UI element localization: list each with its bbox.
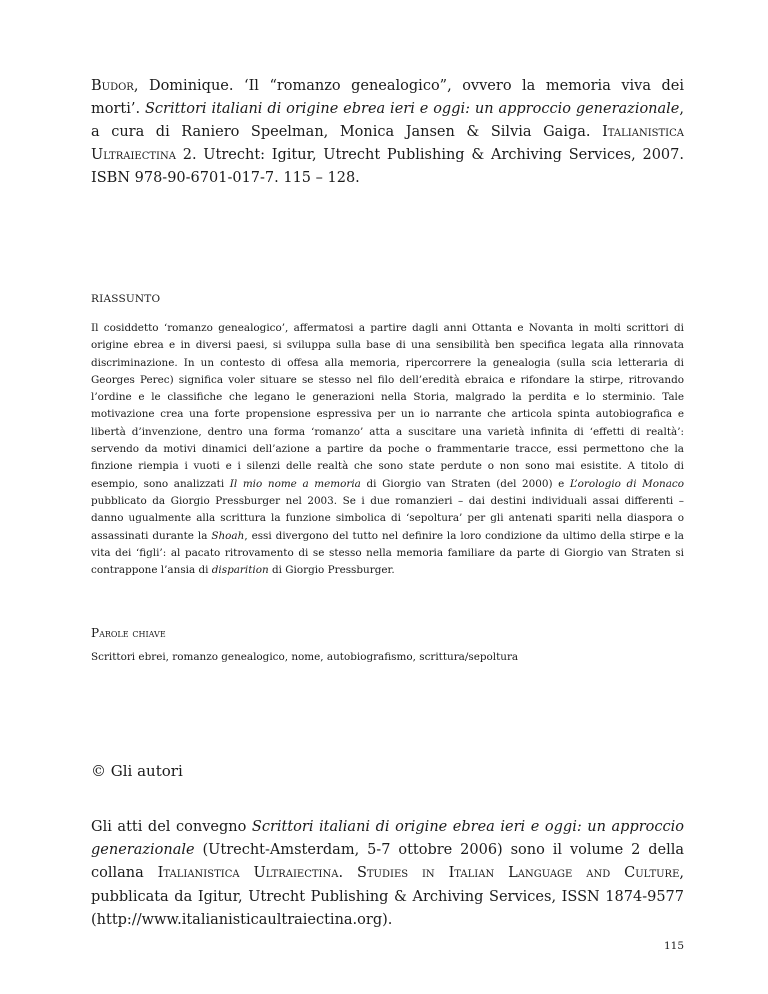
- abstract-text-part: di Giorgio Pressburger.: [268, 564, 395, 577]
- page-number: 115: [663, 940, 684, 952]
- abstract-text: [91, 320, 684, 579]
- citation-series: Italianistica Ultraiectina: [91, 124, 684, 163]
- citation-author-and-chapter-title: , Dominique. ‘Il “romanzo genealogico”, ovvero la memoria viva dei morti’.: [91, 78, 684, 117]
- abstract-text-part: Il cosiddetto ‘romanzo genealogico’, affermatosi a partire dagli anni Ottanta e Novanta in molti scrittori di origine ebrea e in diversi paesi, si sviluppa sulla base di una sensibilità ben specifica legata alla rinnovata discriminazione. In un contesto di offesa alla memoria, ripercorrere la genealogia (sulla scia letteraria di Georges Perec) significa voler situare se stesso nel filo dell’eredità ebraica e rifondare la stirpe, ritrovando l’ordine e le classifiche che legano le generazioni nella Storia, malgrado la perdita e lo sterminio. Tale motivazione crea una forte propensione espressiva per un io narrante che articola spinta autobiografica e libertà d’invenzione, dentro una forma ‘romanzo’ atta a suscitare una varietà infinita di ‘effetti di realtà’: servendo da motivi dinamici dell’azione a partire da poche o frammentarie tracce, essi permettono che la finzione riempia i vuoti e i silenzi delle realtà che sono state perdute o non sono mai esistite. A titolo di esempio, sono analizzati: [91, 322, 684, 490]
- bibliographic-citation: [91, 75, 684, 190]
- abstract-novel-title: Il mio nome a memoria: [229, 477, 361, 490]
- citation-editors: , a cura di Raniero Speelman, Monica Jansen & Silvia Gaiga.: [91, 101, 684, 140]
- colophon-series: Italianistica Ultraiectina. Studies in Italian Language and Culture: [157, 865, 680, 882]
- keywords-list: Scrittori ebrei, romanzo genealogico, nome, autobiografismo, scrittura/sepoltura: [91, 651, 519, 663]
- abstract-term: disparition: [211, 564, 269, 577]
- citation-author-surname: Budor: [91, 78, 134, 94]
- abstract-text-part: pubblicato da Giorgio Pressburger nel 2003. Se i due romanzieri – dai destini individuali assai differenti – danno ugualmente alla scrittura la funzione simbolica di ‘sepoltura’ per gli antenati spariti nella diaspora o assassinati durante la: [91, 494, 684, 542]
- colophon-conference-title: Scrittori italiani di origine ebrea ieri e oggi: un approccio generazionale: [91, 819, 685, 859]
- colophon-text-part: (Utrecht-Amsterdam, 5-7 ottobre 2006) sono il volume 2 della collana: [91, 842, 684, 882]
- copyright-notice: © Gli autori: [91, 762, 183, 780]
- citation-publication-details: 2. Utrecht: Igitur, Utrecht Publishing & Archiving Services, 2007. ISBN 978-90-6701-017-7. 115 – 128.: [91, 147, 684, 186]
- abstract-text-part: di Giorgio van Straten (del 2000) e: [360, 477, 570, 490]
- abstract-term: Shoah: [211, 529, 245, 542]
- abstract-novel-title: L’orologio di Monaco: [569, 477, 684, 490]
- citation-book-title: Scrittori italiani di origine ebrea ieri e oggi: un approccio generazionale: [144, 101, 680, 117]
- keywords-heading: Parole chiave: [91, 626, 166, 640]
- publication-colophon: [91, 816, 684, 932]
- colophon-text-part: Gli atti del convegno: [91, 819, 252, 835]
- abstract-heading: RIASSUNTO: [91, 293, 161, 305]
- colophon-text-part: , pubblicata da Igitur, Utrecht Publishing & Archiving Services, ISSN 1874-9577 (http://www.italianisticaultraiectina.org).: [91, 865, 684, 928]
- abstract-text-part: , essi divergono del tutto nel definire la loro condizione da ultimo della stirpe e la vita dei ‘figli’: al pacato ritrovamento di se stesso nella memoria familiare da parte di Giorgio van Straten si contrappone l’ansia di: [91, 529, 684, 577]
